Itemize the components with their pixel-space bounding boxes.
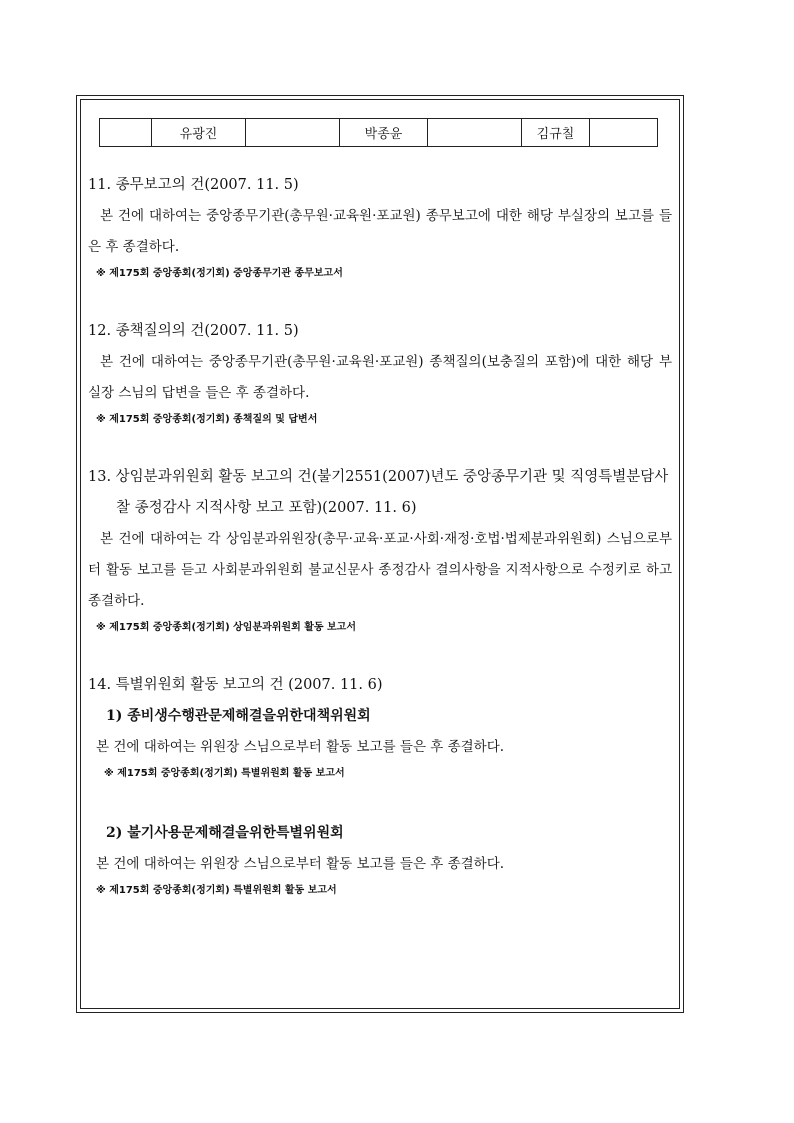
- name-table: [99, 118, 658, 147]
- subsection-note: ※ 제175회 중앙종회(정기회) 특별위원회 활동 보고서: [104, 768, 345, 779]
- section-note: ※ 제175회 중앙종회(정기회) 중앙종무기관 종무보고서: [96, 268, 343, 279]
- table-row: [100, 119, 658, 147]
- section-body: 본 건에 대하여는 중앙종무기관(총무원·교육원·포교원) 종무보고에 대한 해당 부실장의 보고를 들은 후 종결하다.: [88, 208, 672, 255]
- section-note: ※ 제175회 중앙종회(정기회) 상임분과위원회 활동 보고서: [96, 622, 357, 633]
- subsection-body: 본 건에 대하여는 위원장 스님으로부터 활동 보고를 들은 후 종결하다.: [96, 856, 505, 872]
- section-title: 12. 종책질의의 건(2007. 11. 5): [88, 323, 299, 339]
- subsection-title: 1) 종비생수행관문제해결을위한대책위원회: [106, 708, 371, 724]
- section-12: [88, 316, 672, 428]
- subsection-note: ※ 제175회 중앙종회(정기회) 특별위원회 활동 보고서: [96, 885, 337, 896]
- subsection-title: 2) 불기사용문제해결을위한특별위원회: [106, 825, 344, 841]
- section-title: 14. 특별위원회 활동 보고의 건 (2007. 11. 6): [88, 677, 383, 693]
- section-13: [88, 462, 672, 636]
- section-14: [88, 670, 672, 899]
- table-cell: [100, 119, 152, 147]
- section-body: 본 건에 대하여는 각 상임분과위원장(총무·교육·포교·사회·재정·호법·법제분과위원회) 스님으로부터 활동 보고를 듣고 사회분과위원회 불교신문사 종정감사 결의사항을 지적사항으로 수정키로 하고 종결하다.: [88, 531, 672, 609]
- section-title: 11. 종무보고의 건(2007. 11. 5): [88, 177, 299, 193]
- table-cell: 박종윤: [340, 119, 428, 147]
- section-note: ※ 제175회 중앙종회(정기회) 종책질의 및 답변서: [96, 414, 318, 425]
- section-body: 본 건에 대하여는 중앙종무기관(총무원·교육원·포교원) 종책질의(보충질의 포함)에 대한 해당 부실장 스님의 답변을 들은 후 종결하다.: [88, 354, 672, 401]
- table-cell: 유광진: [152, 119, 246, 147]
- section-title: 13. 상임분과위원회 활동 보고의 건(불기2551(2007)년도 중앙종무기관 및 직영특별분담사: [88, 469, 669, 485]
- document-body: [88, 170, 672, 899]
- subsection-body: 본 건에 대하여는 위원장 스님으로부터 활동 보고를 들은 후 종결하다.: [96, 739, 505, 755]
- table-cell: [246, 119, 340, 147]
- table-cell: 김규칠: [522, 119, 590, 147]
- section-title-continued: 찰 종정감사 지적사항 보고 포함)(2007. 11. 6): [116, 500, 417, 516]
- section-11: [88, 170, 672, 282]
- table-cell: [590, 119, 658, 147]
- table-cell: [428, 119, 522, 147]
